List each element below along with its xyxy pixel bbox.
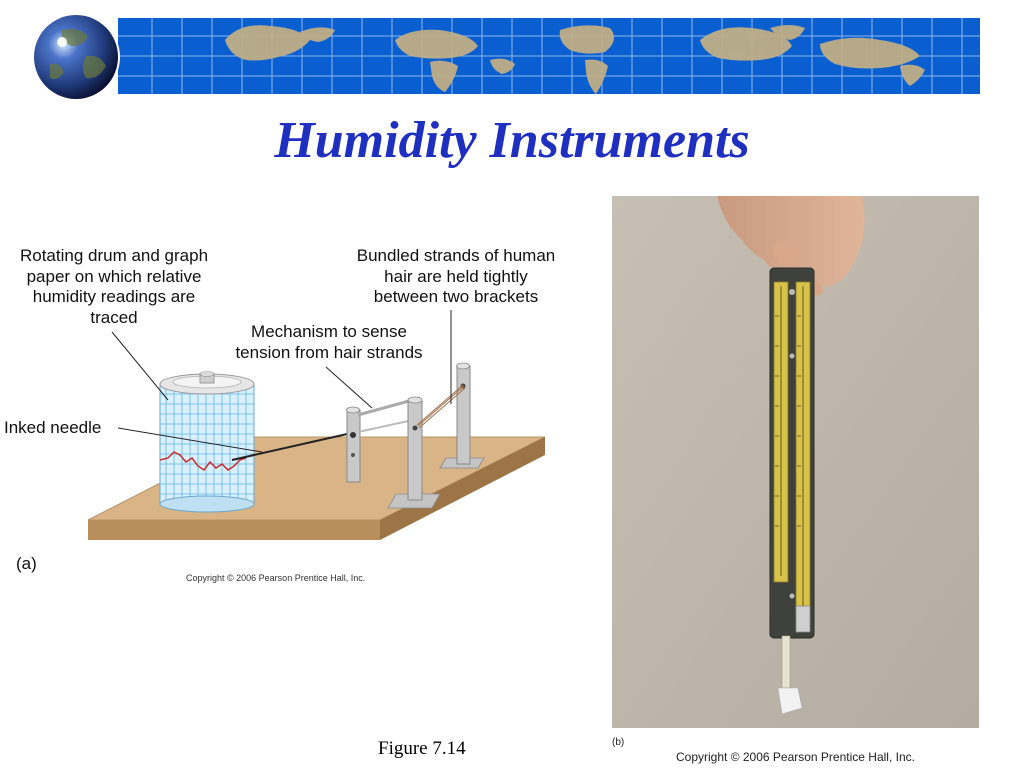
drum-label-line: paper on which relative	[26, 266, 202, 286]
psychrometer-photo	[612, 196, 979, 728]
rotating-drum	[160, 372, 254, 513]
wooden-base-front	[88, 520, 380, 540]
drum-label	[4, 246, 224, 329]
drum-label-line: traced	[90, 308, 138, 328]
mechanism-label	[214, 322, 444, 363]
figure-caption: Figure 7.14	[378, 738, 466, 759]
panel-label-a: (a)	[16, 554, 37, 573]
drum-leader-line	[112, 332, 168, 400]
mechanism-label-line: tension from hair strands	[235, 342, 423, 362]
drum-label-line: humidity readings are	[32, 287, 196, 307]
hair-label-line: hair are held tightly	[384, 266, 528, 286]
slide-title: Humidity Instruments	[274, 112, 750, 169]
copyright-b: Copyright © 2006 Pearson Prentice Hall, Inc.	[676, 750, 915, 764]
needle-label: Inked needle	[4, 418, 102, 437]
mechanism-leader-line	[326, 367, 372, 408]
hair-label	[336, 246, 576, 308]
wet-bulb-wick	[782, 636, 790, 688]
drum-label-line: Rotating drum and graph	[19, 246, 209, 265]
header-banner	[0, 0, 1024, 104]
tension-mechanism	[347, 407, 361, 482]
hair-label-line: between two brackets	[373, 287, 539, 307]
copyright-a: Copyright © 2006 Pearson Prentice Hall, Inc.	[186, 573, 366, 583]
mechanism-label-line: Mechanism to sense	[251, 322, 407, 341]
globe-icon	[34, 15, 118, 99]
panel-label-b: (b)	[612, 737, 625, 748]
hair-label-line: Bundled strands of human	[356, 246, 556, 265]
